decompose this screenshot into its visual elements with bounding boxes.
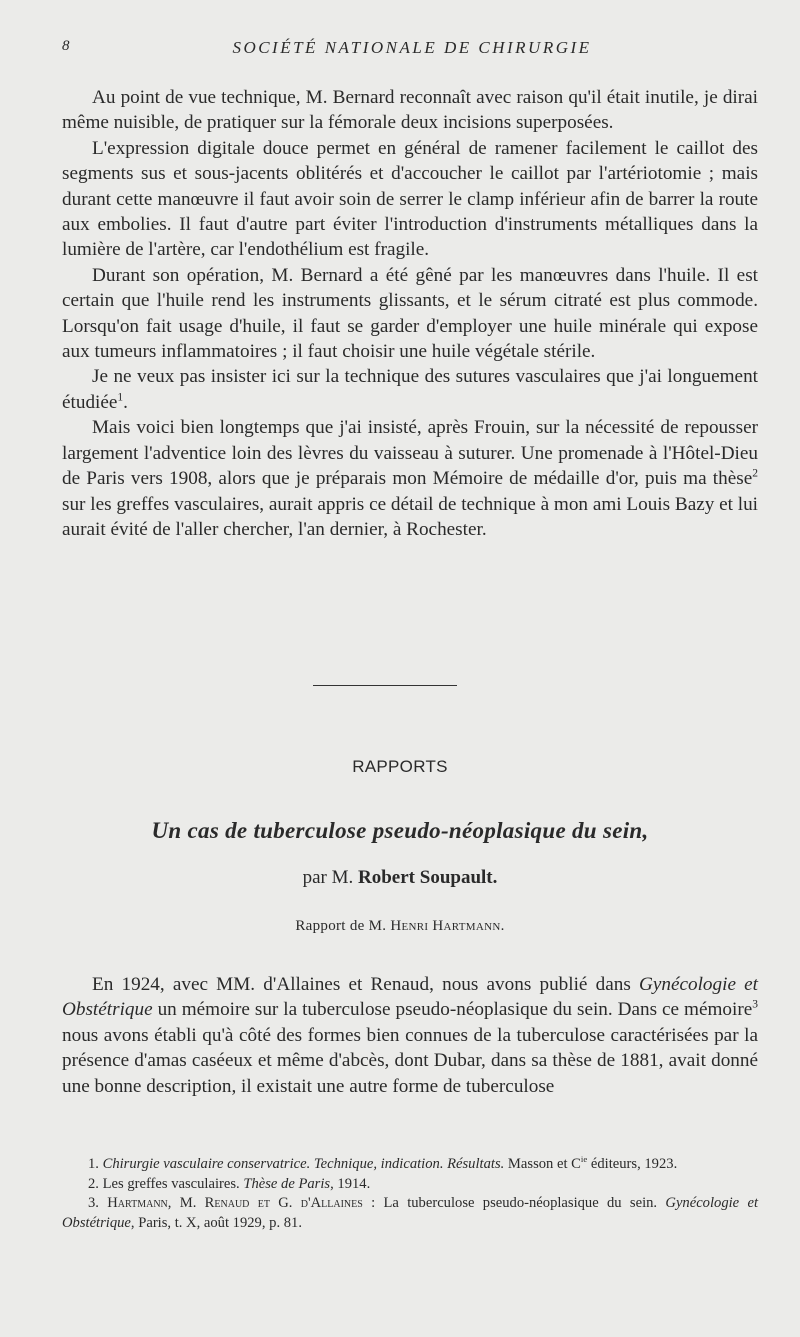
footnote-text: Masson et C xyxy=(504,1156,581,1172)
section-heading: RAPPORTS xyxy=(352,757,448,776)
page-header xyxy=(62,38,762,62)
footnote-journal: Gynécologie et Obstétrique xyxy=(62,1195,758,1231)
paragraph-text: Mais voici bien longtemps que j'ai insisté, après Frouin, sur la nécessité de repousser largement l'adventice loin des lèvres du vaisseau à suturer. Une promenade à l'Hôtel-Dieu de Paris vers 1908, alors que je préparais mon Mémoire de médaille d'or, puis ma thèse xyxy=(62,417,758,490)
paragraph xyxy=(62,364,758,415)
footnote-1 xyxy=(62,1155,758,1175)
footnote-2 xyxy=(62,1175,758,1195)
footnote-number: 1. xyxy=(88,1156,103,1172)
paragraph-text: sur les greffes vasculaires, aurait appris ce détail de technique à mon ami Louis Bazy et lui aurait évité de l'aller chercher, l'an dernier, à Rochester. xyxy=(62,493,759,540)
footnote-text: : La tuberculose pseudo-néoplasique du sein. xyxy=(362,1195,666,1212)
section-divider xyxy=(313,685,457,686)
report-attribution xyxy=(0,918,800,935)
report-author: Henri Hartmann. xyxy=(390,918,505,934)
article-title: Un cas de tuberculose pseudo-néoplasique du sein, xyxy=(151,818,649,843)
footnote-ref[interactable]: 3 xyxy=(752,999,758,1012)
byline-author: Robert Soupault. xyxy=(358,867,498,888)
page-number: 8 xyxy=(62,38,70,54)
footnote-authors: Hartmann, M. Renaud et G. d'Allaines xyxy=(107,1195,363,1212)
footnote-number: 2. xyxy=(88,1175,103,1192)
paragraph: Au point de vue technique, M. Bernard reconnaît avec raison qu'il était inutile, je dirai même nuisible, de pratiquer sur la fémorale deux incisions superposées. xyxy=(62,87,758,134)
running-title: SOCIÉTÉ NATIONALE DE CHIRURGIE xyxy=(232,38,592,57)
footnotes xyxy=(62,1155,758,1233)
footnote-ref[interactable]: 1 xyxy=(117,391,124,404)
paragraph: Durant son opération, M. Bernard a été gêné par les manœuvres dans l'huile. Il est certain que l'huile rend les instruments glissants, et le sérum citraté est plus commode. Lorsqu'on fait usage d'huile, il faut se garder d'employer une huile minérale qui expose aux tumeurs inflammatoires ; il faut choisir une huile végétale stérile. xyxy=(62,264,758,363)
paragraph: L'expression digitale douce permet en général de ramener facilement le caillot des segments sus et sous-jacents oblitérés et d'accoucher le caillot par l'artériotomie ; mais durant cette manœuvre il faut avoir soin de serrer le clamp inférieur afin de barrer la route aux embolies. Il faut d'autre part éviter l'introduction d'instruments métalliques dans la lumière de l'artère, car l'endothélium est fragile. xyxy=(62,137,758,261)
paragraph-text: un mémoire sur la tuberculose pseudo-néoplasique du sein. Dans ce mémoire xyxy=(152,999,753,1021)
footnote-text: , Paris, t. X, août 1929, p. 81. xyxy=(130,1214,302,1231)
report-section xyxy=(62,972,758,1099)
paragraph-text: Je ne veux pas insister ici sur la technique des sutures vasculaires que j'ai longuement étudiée xyxy=(62,366,758,413)
report-prefix: Rapport de M. xyxy=(295,918,391,934)
footnote-text: , 1914. xyxy=(330,1175,371,1192)
paragraph-end: . xyxy=(123,391,128,413)
paragraph-text: En 1924, avec MM. d'Allaines et Renaud, nous avons publié dans xyxy=(92,974,639,995)
footnote-3 xyxy=(62,1194,758,1233)
footnote-number: 3. xyxy=(88,1195,108,1212)
footnote-title: Chirurgie vasculaire conservatrice. Technique, indication. Résultats. xyxy=(102,1156,505,1172)
journal-name: Gynécologie et Obstétrique xyxy=(62,974,758,1021)
discussion-section xyxy=(62,85,758,542)
paragraph xyxy=(62,972,758,1099)
paragraph xyxy=(62,415,758,542)
byline-prefix: par M. xyxy=(302,867,359,888)
footnote-text: Les greffes vasculaires. xyxy=(102,1175,244,1192)
footnote-superscript: ie xyxy=(580,1154,588,1165)
paragraph-text: nous avons établi qu'à côté des formes bien connues de la tuberculose caractérisées par la présence d'amas caséeux et même d'abcès, dont Dubar, dans sa thèse de 1881, avait donné une bonne description, il existait une autre forme de tuberculose xyxy=(62,1024,758,1097)
footnote-ref[interactable]: 2 xyxy=(752,467,758,480)
article-byline xyxy=(0,867,800,889)
footnote-italic: Thèse de Paris xyxy=(243,1175,331,1192)
footnote-text: éditeurs, 1923. xyxy=(587,1156,678,1172)
